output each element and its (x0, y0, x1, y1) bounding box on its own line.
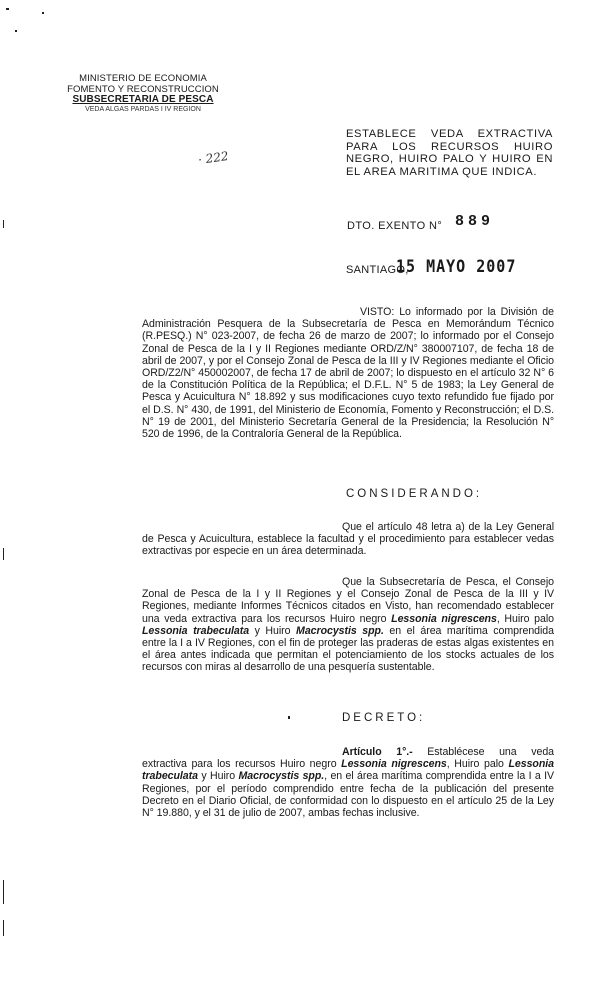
header-subsecretaria: SUBSECRETARIA DE PESCA (72, 94, 214, 105)
considerando-heading: CONSIDERANDO: (346, 488, 483, 500)
decree-label: DTO. EXENTO N° (347, 220, 443, 232)
scan-speck (3, 220, 4, 228)
articulo-1-part4: , en el área marítima comprendida entre la I a IV Regiones, por el período comprendido entre fecha de la publicación del presente Decreto en el Diario Oficial, de conformidad con lo dispuesto en el artículo 25 de la Ley N° 19.880, y el 31 de julio de 2007, ambas fechas inclusive. (142, 770, 554, 820)
header-ministry-2: FOMENTO Y RECONSTRUCCION (67, 83, 219, 95)
considerando-2-part4: en el área marítima comprendida entre la I a IV Regiones, con el fin de proteger las praderas de estas algas existentes en el área antes indicada que permitan el potenciamiento de los stocks actuales de los recursos con miras al desarrollo de una pesquería sustentable. (142, 624, 554, 674)
articulo-1-part3: y Huiro (197, 770, 239, 783)
species-lessonia-nigrescens: Lessonia nigrescens (391, 612, 497, 625)
visto-text: VISTO: Lo informado por la División de Administración Pesquera de la Subsecretaría de Pesca en Memorándum Técnico (R.PESQ.) N° 023-2007, de fecha 26 de marzo de 2007; lo informado por el Consejo Zonal de Pesca de la I y II Regiones mediante ORD/Z/N° 380007107, de fecha 18 de abril de 2007, y por el Consejo Zonal de Pesca de la III y IV Regiones mediante el Oficio ORD/Z2/N° 450002007, de fecha 17 de abril de 2007; lo dispuesto en el artículo 32 N° 6 de la Constitución Política de la República; el D.F.L. N° 5 de 1983; la Ley General de Pesca y Acuicultura N° 18.892 y sus modificaciones cuyo texto refundido fue fijado por el D.S. N° 430, de 1991, del Ministerio de Economía, Fomento y Reconstrucción; el D.S. N° 19 de 2001, del Ministerio Secretaría General de la Presidencia; la Resolución N° 520 de 1996, de la Contraloría General de la República. (142, 306, 554, 441)
scan-speck (288, 716, 290, 719)
articulo-1 (142, 746, 554, 819)
header-reference: VEDA ALGAS PARDAS I IV REGION (85, 105, 201, 113)
decree-number: 889 (455, 213, 495, 230)
place-label: SANTIAGO, (346, 264, 409, 276)
considerando-2-part3: y Huiro (249, 624, 297, 637)
articulo-1-part2: , Huiro palo (446, 758, 509, 771)
species-lessonia-trabeculata: Lessonia trabeculata (142, 624, 250, 637)
header-ministry: MINISTERIO DE ECONOMIA (79, 73, 207, 84)
place-date-line (346, 256, 566, 280)
scan-speck (15, 30, 17, 32)
species-lessonia-nigrescens-2: Lessonia nigrescens (341, 758, 447, 771)
articulo-1-label: Artículo 1°.- (342, 746, 413, 758)
considerando-2-part2: , Huiro palo (496, 612, 554, 625)
date-stamp: 15 MAYO 2007 (396, 256, 517, 277)
scan-speck (42, 12, 44, 14)
decree-title: ESTABLECE VEDA EXTRACTIVA PARA LOS RECURSOS HUIRO NEGRO, HUIRO PALO Y HUIRO EN EL AREA MARITIMA QUE INDICA. (346, 128, 553, 178)
ministry-header (58, 74, 228, 114)
considerando-1 (142, 521, 554, 558)
handwritten-note: · 222 (197, 148, 230, 168)
considerando-1-text: Que el artículo 48 letra a) de la Ley General de Pesca y Acuicultura, establece la facultad y el procedimiento para establecer vedas extractivas por especie en un área determinada. (142, 521, 554, 558)
decreto-heading: DECRETO: (342, 712, 426, 724)
scan-speck (3, 548, 4, 560)
species-lessonia-trabeculata-2: Lessonia trabeculata (142, 758, 555, 783)
visto-paragraph (142, 306, 554, 440)
considerando-2-part1: Que la Subsecretaría de Pesca, el Consejo Zonal de Pesca de la I y II Regiones y el Consejo Zonal de Pesca de la III y IV Regiones, mediante Informes Técnicos citados en Visto, han recomendado establecer una veda extractiva para los recursos Huiro negro (142, 576, 554, 625)
species-macrocystis: Macrocystis spp. (296, 624, 384, 637)
considerando-2 (142, 576, 554, 674)
decree-number-line (347, 213, 547, 235)
species-macrocystis-2: Macrocystis spp. (238, 770, 325, 783)
articulo-1-part1: Establécese una veda extractiva para los recursos Huiro negro (142, 746, 554, 771)
scan-speck (6, 8, 9, 10)
scan-speck (3, 920, 4, 936)
scan-speck (3, 880, 4, 904)
